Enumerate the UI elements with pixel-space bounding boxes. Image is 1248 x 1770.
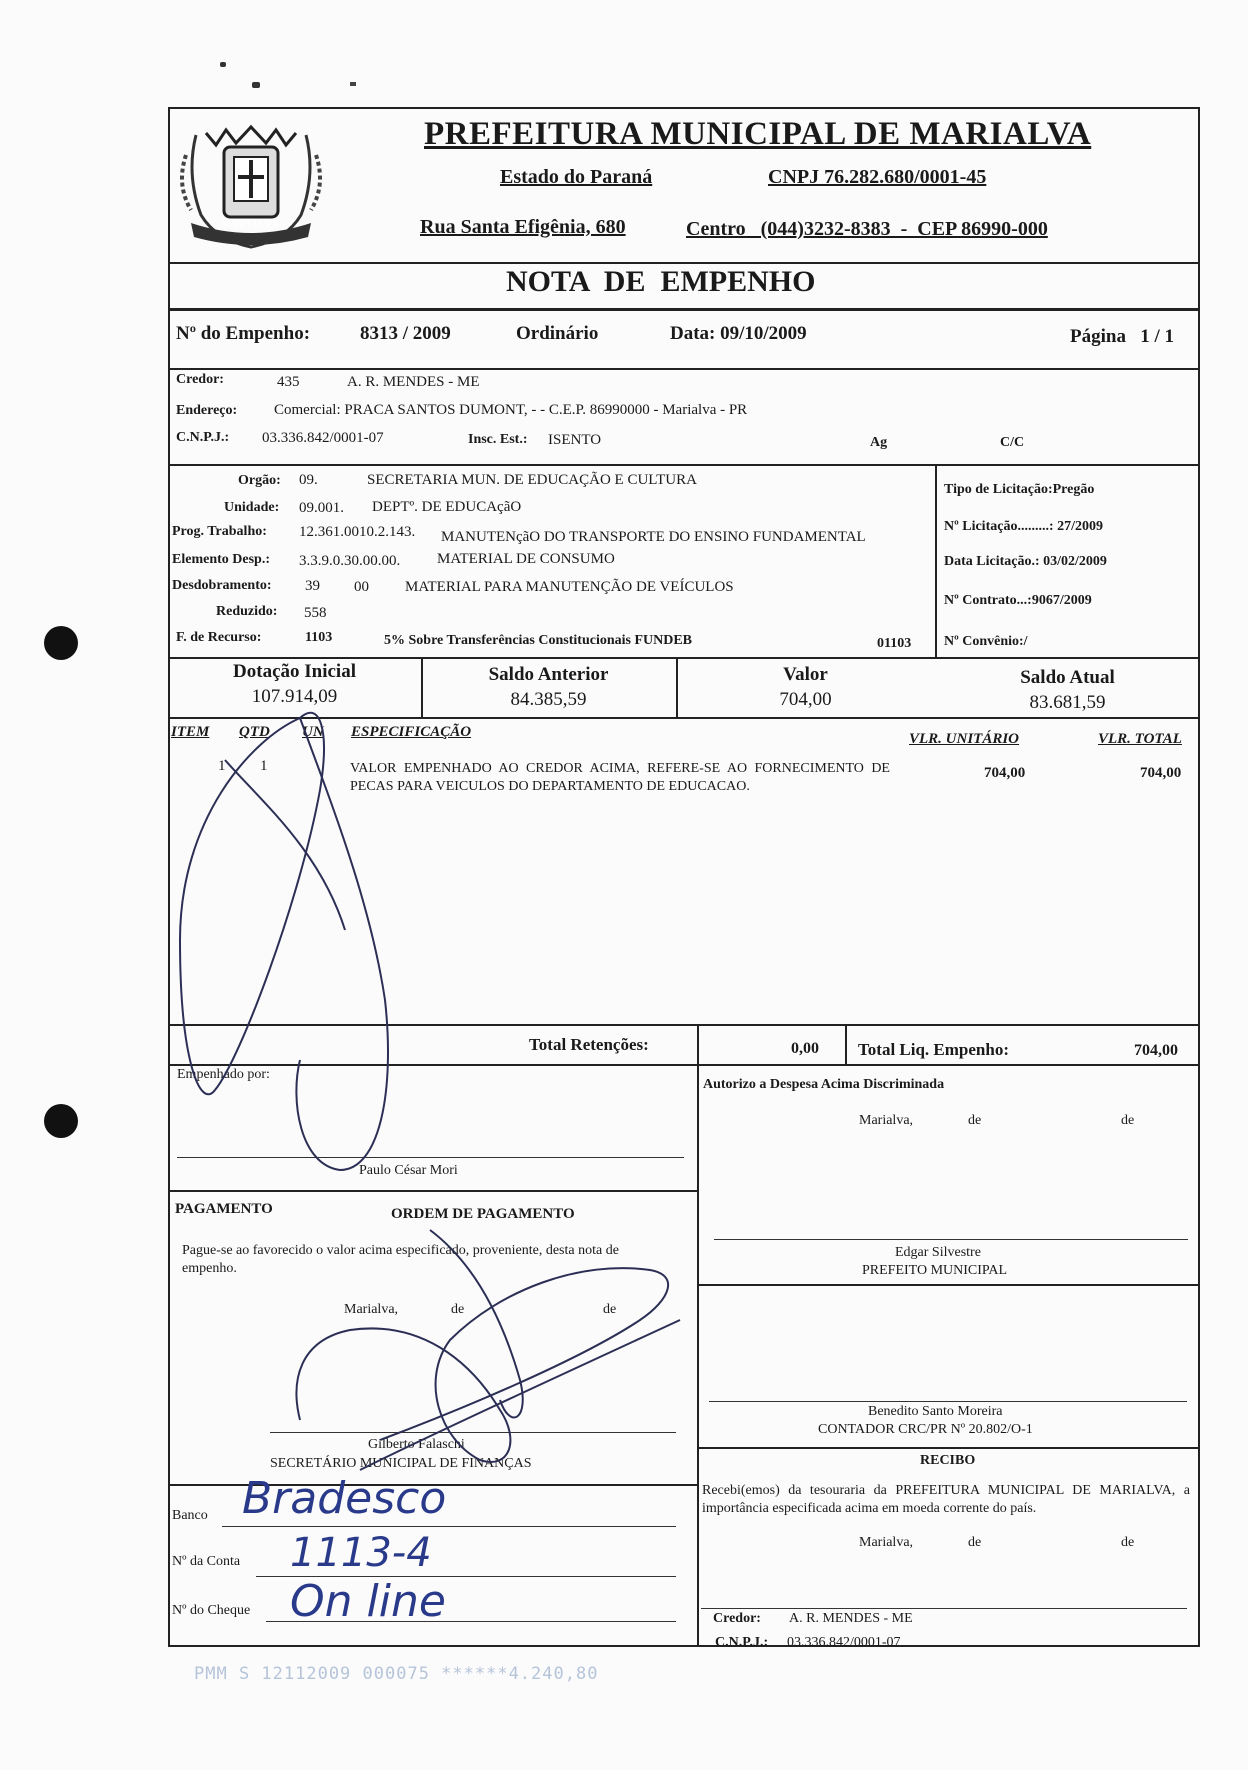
scan-speck <box>252 82 260 88</box>
empenhado-name: Paulo César Mori <box>359 1163 458 1178</box>
col-header-especificacao: ESPECIFICAÇÃO <box>351 724 472 740</box>
col-header-vlr-total: VLR. TOTAL <box>1098 731 1182 747</box>
divider <box>168 1024 1200 1026</box>
conta-label: Nº da Conta <box>172 1554 241 1569</box>
item-specification: VALOR EMPENHADO AO CREDOR ACIMA, REFERE-SE AO FORNECIMENTO DE PECAS PARA VEICULOS DO DEPARTAMENTO DE EDUCACAO. <box>350 761 890 794</box>
licitacao-numero: Nº Licitação.........: 27/2009 <box>944 519 1103 534</box>
item-unit-value: 704,00 <box>984 765 1026 781</box>
recibo-cnpj-value: 03.336.842/0001-07 <box>787 1635 901 1650</box>
endereco-label: Endereço: <box>176 403 238 418</box>
convenio-numero: Nº Convênio:/ <box>944 634 1028 649</box>
orgao-code: 09. <box>299 472 318 488</box>
credor-code: 435 <box>277 374 300 390</box>
autorizo-label: Autorizo a Despesa Acima Discriminada <box>703 1077 945 1092</box>
prog-desc: MANUTENçãO DO TRANSPORTE DO ENSINO FUNDAMENTAL <box>441 529 866 545</box>
payment-stamp: PMM S 12112009 000075 ******4.240,80 <box>194 1664 599 1684</box>
divider <box>168 262 1200 264</box>
retencoes-label: Total Retenções: <box>529 1035 649 1054</box>
credor-label: Credor: <box>176 372 224 387</box>
recibo-de-1: de <box>968 1535 982 1550</box>
empenho-number: 8313 / 2009 <box>360 323 451 344</box>
col-header-qtd: QTD <box>239 724 270 740</box>
document-title: NOTA DE EMPENHO <box>506 265 816 298</box>
scan-speck <box>220 62 226 67</box>
divider <box>697 1064 699 1647</box>
recibo-de-2: de <box>1121 1535 1135 1550</box>
insc-value: ISENTO <box>548 432 602 448</box>
prog-label: Prog. Trabalho: <box>172 524 267 539</box>
signature-line <box>270 1432 676 1433</box>
pagamento-text: Pague-se ao favorecido o valor acima especificado, proveniente, desta nota de empenho. <box>182 1243 619 1276</box>
recibo-label: RECIBO <box>920 1453 976 1468</box>
seal-label: MARIALVA <box>222 219 279 229</box>
municipality-street: Rua Santa Efigênia, 680 <box>420 216 626 238</box>
unidade-code: 09.001. <box>299 500 344 516</box>
autorizo-place: Marialva, <box>859 1113 914 1128</box>
divider <box>168 464 1200 466</box>
signature-line <box>177 1157 684 1158</box>
autorizo-de-1: de <box>968 1113 982 1128</box>
divider <box>168 717 1200 719</box>
elemento-label: Elemento Desp.: <box>172 552 270 567</box>
pagamento-de-1: de <box>451 1302 465 1317</box>
pagamento-de-2: de <box>603 1302 617 1317</box>
licitacao-tipo: Tipo de Licitação:Pregão <box>944 482 1095 497</box>
prefeito-role: PREFEITO MUNICIPAL <box>862 1263 1008 1278</box>
desdobramento-label: Desdobramento: <box>172 578 272 593</box>
insc-label: Insc. Est.: <box>468 432 528 447</box>
valor-value: 704,00 <box>779 689 832 710</box>
signature-line <box>701 1608 1187 1609</box>
empenho-date: Data: 09/10/2009 <box>670 323 807 344</box>
recibo-place: Marialva, <box>859 1535 914 1550</box>
recurso-desc: 5% Sobre Transferências Constitucionais FUNDEB <box>384 633 693 648</box>
item-qtd: 1 <box>260 758 268 774</box>
orgao-desc: SECRETARIA MUN. DE EDUCAÇÃO E CULTURA <box>367 472 697 488</box>
banco-label: Banco <box>172 1508 208 1523</box>
conta-corrente-label: C/C <box>1000 435 1025 450</box>
liquido-value: 704,00 <box>1134 1042 1178 1059</box>
binder-hole <box>44 626 78 660</box>
recurso-code: 1103 <box>305 630 333 645</box>
divider <box>168 368 1200 370</box>
municipal-seal-icon <box>176 115 326 255</box>
divider <box>168 1064 1200 1066</box>
reduzido-label: Reduzido: <box>216 604 278 619</box>
recibo-credor-label: Credor: <box>713 1611 761 1626</box>
signature-line <box>714 1239 1188 1240</box>
recurso-number: 01103 <box>877 636 912 651</box>
cnpj-label: C.N.P.J.: <box>176 430 230 445</box>
recurso-label: F. de Recurso: <box>176 630 262 645</box>
divider <box>697 1284 1200 1286</box>
municipality-cnpj: CNPJ 76.282.680/0001-45 <box>768 166 987 188</box>
divider <box>845 1024 847 1064</box>
ordem-pagamento-label: ORDEM DE PAGAMENTO <box>391 1206 575 1222</box>
divider <box>935 464 937 659</box>
elemento-desc: MATERIAL DE CONSUMO <box>437 551 615 567</box>
endereco-value: Comercial: PRACA SANTOS DUMONT, - - C.E.P. 86990000 - Marialva - PR <box>274 402 748 418</box>
pagamento-label: PAGAMENTO <box>175 1201 273 1217</box>
prog-code: 12.361.0010.2.143. <box>299 524 416 540</box>
contador-role: CONTADOR CRC/PR Nº 20.802/O-1 <box>818 1422 1033 1437</box>
orgao-label: Orgão: <box>238 473 281 488</box>
divider <box>168 657 1200 659</box>
desdobramento-desc: MATERIAL PARA MANUTENÇÃO DE VEÍCULOS <box>405 579 734 595</box>
saldo-atual-label: Saldo Atual <box>1020 667 1115 688</box>
banco-line <box>222 1526 676 1527</box>
item-total-value: 704,00 <box>1140 765 1182 781</box>
divider <box>697 1447 1200 1449</box>
financas-role: SECRETÁRIO MUNICIPAL DE FINANÇAS <box>270 1456 532 1471</box>
elemento-code: 3.3.9.0.30.00.00. <box>299 553 401 569</box>
unidade-desc: DEPTº. DE EDUCAçãO <box>372 499 522 515</box>
valor-label: Valor <box>783 664 828 685</box>
empenho-label: Nº do Empenho: <box>176 323 311 344</box>
col-header-item: ITEM <box>171 724 210 740</box>
retencoes-value: 0,00 <box>791 1040 819 1057</box>
credor-name: A. R. MENDES - ME <box>347 374 480 390</box>
prefeito-name: Edgar Silvestre <box>895 1245 981 1260</box>
col-header-vlr-unitario: VLR. UNITÁRIO <box>909 731 1020 747</box>
scan-speck <box>350 82 356 86</box>
reduzido-value: 558 <box>304 605 327 621</box>
recibo-cnpj-label: C.N.P.J.: <box>715 1635 769 1650</box>
agencia-label: Ag <box>870 435 888 450</box>
cheque-label: Nº do Cheque <box>172 1603 251 1618</box>
divider <box>168 308 1200 311</box>
licitacao-data: Data Licitação.: 03/02/2009 <box>944 554 1107 569</box>
empenhado-label: Empenhado por: <box>177 1067 270 1082</box>
autorizo-de-2: de <box>1121 1113 1135 1128</box>
cnpj-value: 03.336.842/0001-07 <box>262 430 384 446</box>
liquido-label: Total Liq. Empenho: <box>858 1040 1009 1059</box>
binder-hole <box>44 1104 78 1138</box>
desdobramento-sub: 00 <box>354 579 369 595</box>
item-number: 1 <box>218 758 226 774</box>
state-name: Estado do Paraná <box>500 166 653 188</box>
contrato-numero: Nº Contrato...:9067/2009 <box>944 593 1092 608</box>
signature-line <box>709 1401 1187 1402</box>
saldo-anterior-value: 84.385,59 <box>510 689 587 710</box>
pagamento-place: Marialva, <box>344 1302 399 1317</box>
col-header-un: UN <box>302 724 324 740</box>
dotacao-value: 107.914,09 <box>251 686 338 707</box>
divider <box>168 1190 697 1192</box>
dotacao-label: Dotação Inicial <box>233 661 356 682</box>
conta-handwriting: 1113-4 <box>290 1530 432 1576</box>
banco-handwriting: Bradesco <box>242 1473 447 1524</box>
contador-name: Benedito Santo Moreira <box>868 1404 1003 1419</box>
saldo-atual-value: 83.681,59 <box>1029 692 1106 713</box>
municipality-title: PREFEITURA MUNICIPAL DE MARIALVA <box>424 116 1092 152</box>
recibo-text: Recebi(emos) da tesouraria da PREFEITURA MUNICIPAL DE MARIALVA, a importância especificada acima em moeda corrente do país. <box>702 1483 1190 1516</box>
cheque-handwriting: On line <box>290 1576 446 1627</box>
unidade-label: Unidade: <box>224 500 280 515</box>
divider <box>697 1024 699 1064</box>
saldo-anterior-label: Saldo Anterior <box>488 664 609 685</box>
page-indicator: Página 1 / 1 <box>1070 326 1174 347</box>
financas-name: Gilberto Falaschi <box>368 1437 465 1452</box>
recibo-credor-value: A. R. MENDES - ME <box>789 1611 913 1626</box>
desdobramento-code: 39 <box>305 578 320 594</box>
municipality-contact: Centro (044)3232-8383 - CEP 86990-000 <box>686 218 1048 240</box>
empenho-type: Ordinário <box>516 323 599 344</box>
